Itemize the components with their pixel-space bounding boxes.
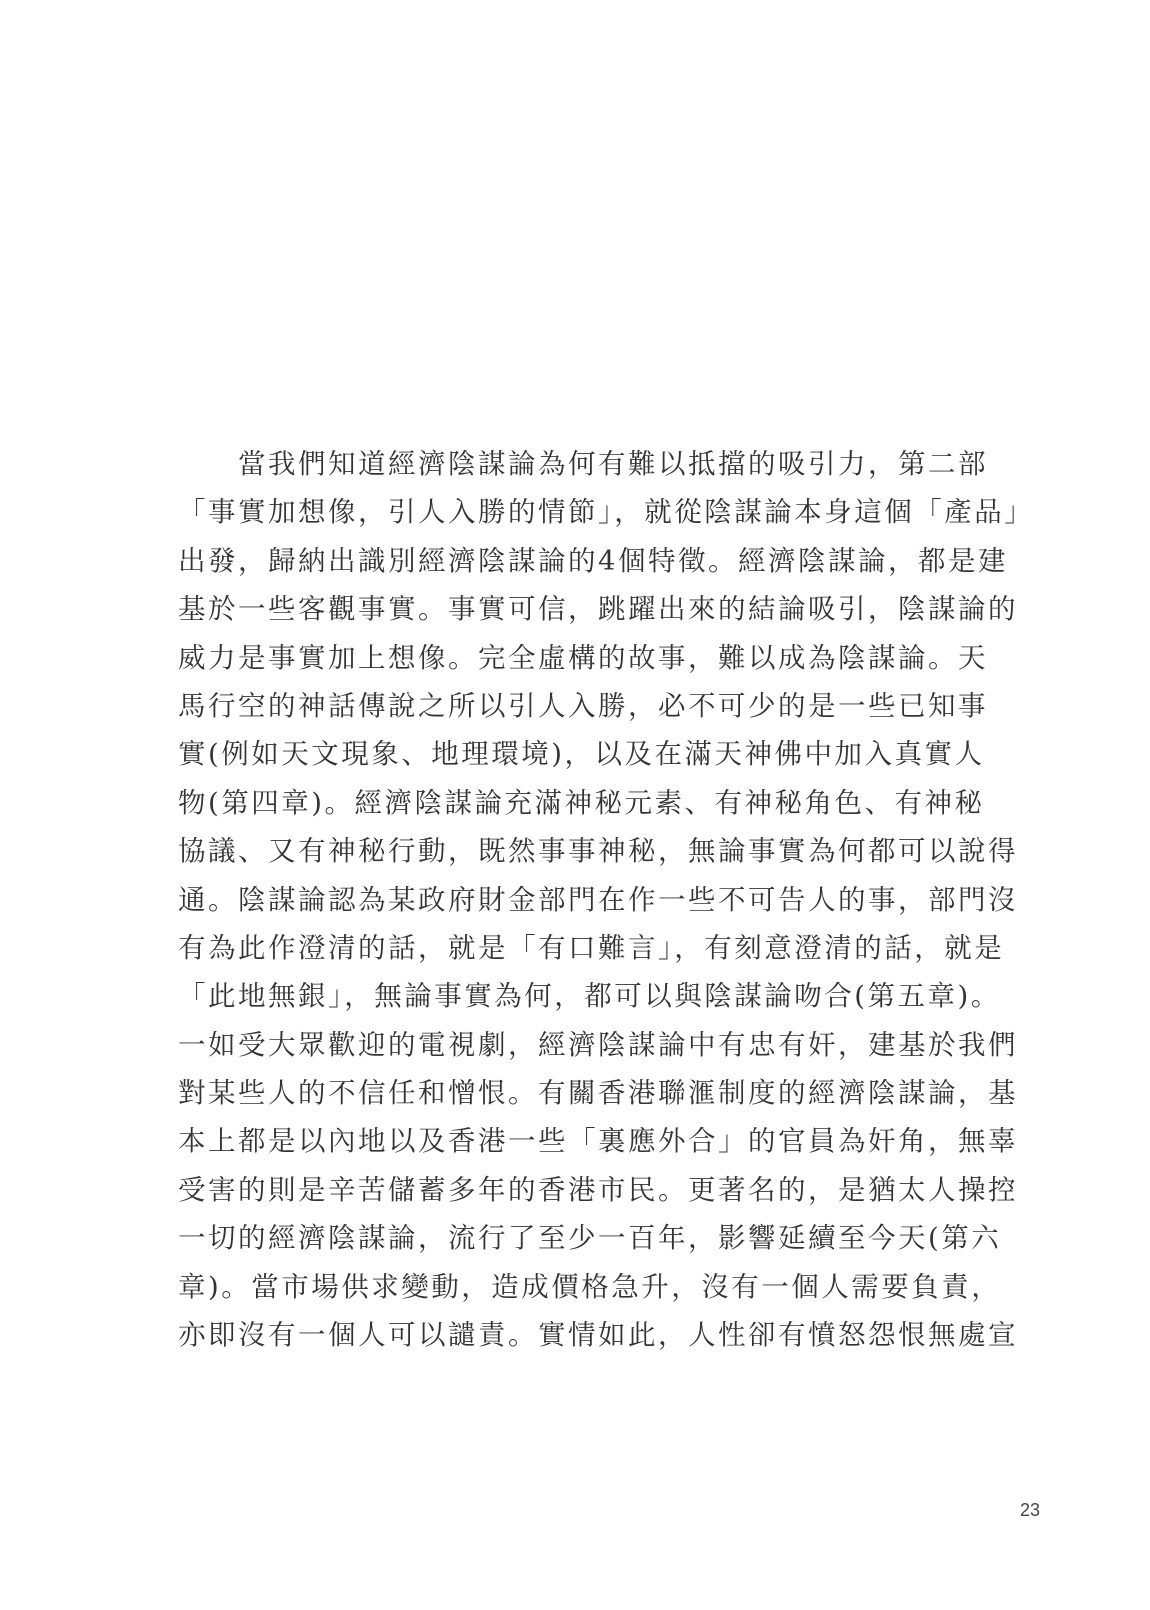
- page-number: 23: [1019, 1500, 1040, 1520]
- text-line: 章)。當市場供求變動，造成價格急升，沒有一個人需要負責，: [178, 1270, 1002, 1303]
- text-line: 受害的則是辛苦儲蓄多年的香港市民。更著名的，是猶太人操控: [178, 1173, 1018, 1206]
- text-line: 一切的經濟陰謀論，流行了至少一百年，影響延續至今天(第六: [178, 1222, 1002, 1255]
- text-line: 實(例如天文現象、地理環境)，以及在滿天神佛中加入真實人: [178, 738, 985, 771]
- text-line: 「事實加想像，引人入勝的情節」，就從陰謀論本身這個「產品」: [178, 496, 1035, 529]
- text-line: 有為此作澄清的話，就是「有口難言」，有刻意澄清的話，就是: [178, 931, 1005, 964]
- text-line: 馬行空的神話傳說之所以引人入勝，必不可少的是一些已知事: [178, 689, 988, 722]
- text-line: 通。陰謀論認為某政府財金部門在作一些不可告人的事，部門沒: [178, 883, 1018, 916]
- text-line: 出發，歸納出識別經濟陰謀論的4個特徵。經濟陰謀論，都是建: [178, 544, 1008, 577]
- text-line: 「此地無銀」，無論事實為何，都可以與陰謀論吻合(第五章)。: [178, 980, 1001, 1013]
- text-line: 對某些人的不信任和憎恨。有關香港聯滙制度的經濟陰謀論，基: [178, 1077, 1018, 1110]
- text-line: 物(第四章)。經濟陰謀論充滿神秘元素、有神秘角色、有神秘: [178, 786, 985, 819]
- text-line: 基於一些客觀事實。事實可信，跳躍出來的結論吸引，陰謀論的: [178, 593, 1018, 626]
- text-line: 亦即沒有一個人可以譴責。實情如此，人性卻有憤怒怨恨無處宣: [178, 1319, 1018, 1352]
- text-line: 威力是事實加上想像。完全虛構的故事，難以成為陰謀論。天: [178, 641, 988, 674]
- body-paragraph: [178, 440, 1035, 1359]
- text-line: 協議、又有神秘行動，既然事事神秘，無論事實為何都可以說得: [178, 835, 1018, 868]
- text-line: 當我們知道經濟陰謀論為何有難以抵擋的吸引力，第二部: [238, 448, 988, 480]
- text-line: 一如受大眾歡迎的電視劇，經濟陰謀論中有忠有奸，建基於我們: [178, 1028, 1018, 1061]
- text-line: 本上都是以內地以及香港一些「裏應外合」的官員為奸角，無辜: [178, 1125, 1018, 1158]
